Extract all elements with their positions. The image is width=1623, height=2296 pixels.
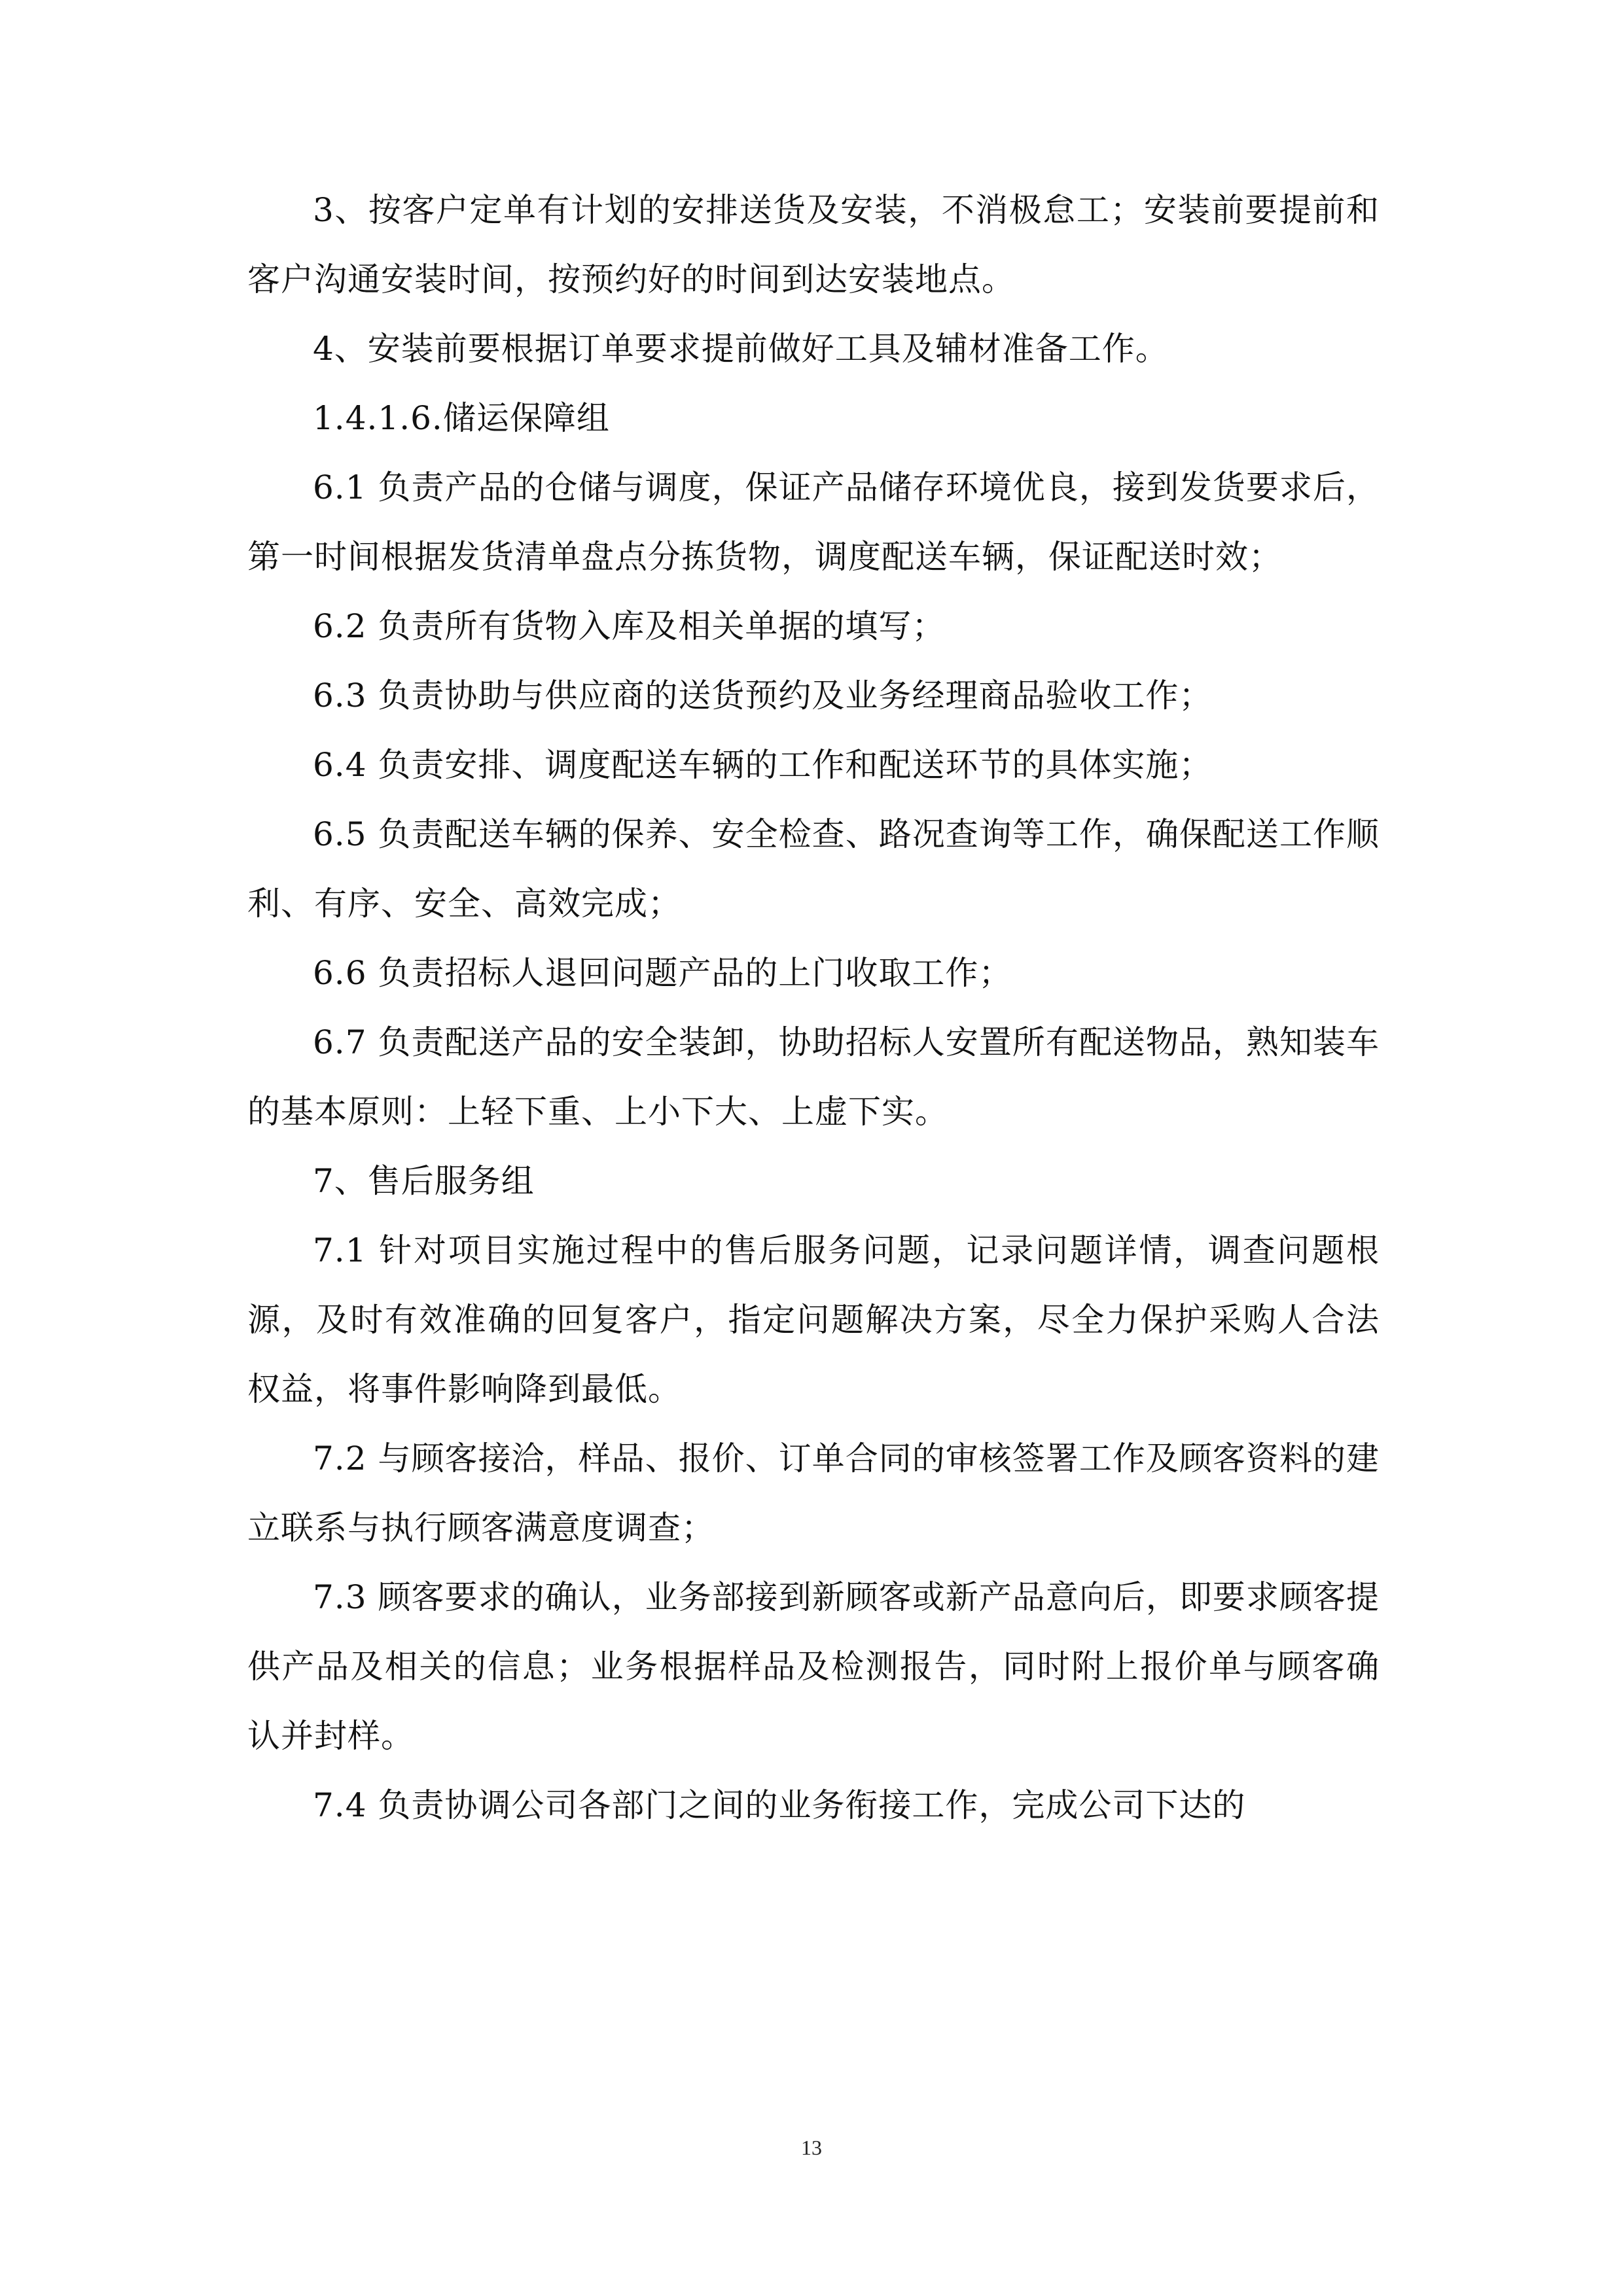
paragraph-6-3: 6.3 负责协助与供应商的送货预约及业务经理商品验收工作； xyxy=(313,677,1213,715)
page-number: 13 xyxy=(801,2136,822,2159)
paragraph-6-2: 6.2 负责所有货物入库及相关单据的填写； xyxy=(313,607,946,645)
paragraph-6-5: 6.5 负责配送车辆的保养、安全检查、路况查询等工作，确保配送工作顺利、有序、安全、高效完成； xyxy=(247,815,1380,923)
paragraph-6-7: 6.7 负责配送产品的安全装卸，协助招标人安置所有配送物品，熟知装车的基本原则：上轻下重、上小下大、上虚下实。 xyxy=(247,1023,1380,1131)
paragraph-6-6: 6.6 负责招标人退回问题产品的上门收取工作； xyxy=(313,954,1012,992)
paragraph-7-4: 7.4 负责协调公司各部门之间的业务衔接工作，完成公司下达的 xyxy=(313,1786,1246,1824)
paragraph-7-2: 7.2 与顾客接洽，样品、报价、订单合同的审核签署工作及顾客资料的建立联系与执行顾客满意度调查； xyxy=(247,1439,1380,1547)
paragraph-7-1: 7.1 针对项目实施过程中的售后服务问题，记录问题详情，调查问题根源，及时有效准确的回复客户，指定问题解决方案，尽全力保护采购人合法权益，将事件影响降到最低。 xyxy=(247,1231,1380,1408)
section-heading-storage-group: 1.4.1.6.储运保障组 xyxy=(313,399,610,437)
paragraph-6-4: 6.4 负责安排、调度配送车辆的工作和配送环节的具体实施； xyxy=(313,746,1213,784)
paragraph-tool-prep: 4、安装前要根据订单要求提前做好工具及辅材准备工作。 xyxy=(313,330,1169,368)
paragraph-install-plan: 3、按客户定单有计划的安排送货及安装，不消极怠工；安装前要提前和客户沟通安装时间，按预约好的时间到达安装地点。 xyxy=(247,191,1380,298)
paragraph-7-3: 7.3 顾客要求的确认，业务部接到新顾客或新产品意向后，即要求顾客提供产品及相关的信息；业务根据样品及检测报告，同时附上报价单与顾客确认并封样。 xyxy=(247,1578,1380,1755)
body-text xyxy=(247,175,1380,1840)
section-heading-after-sales-group: 7、售后服务组 xyxy=(313,1162,535,1200)
paragraph-6-1: 6.1 负责产品的仓储与调度，保证产品储存环境优良，接到发货要求后，第一时间根据发货清单盘点分拣货物，调度配送车辆，保证配送时效； xyxy=(247,468,1380,576)
